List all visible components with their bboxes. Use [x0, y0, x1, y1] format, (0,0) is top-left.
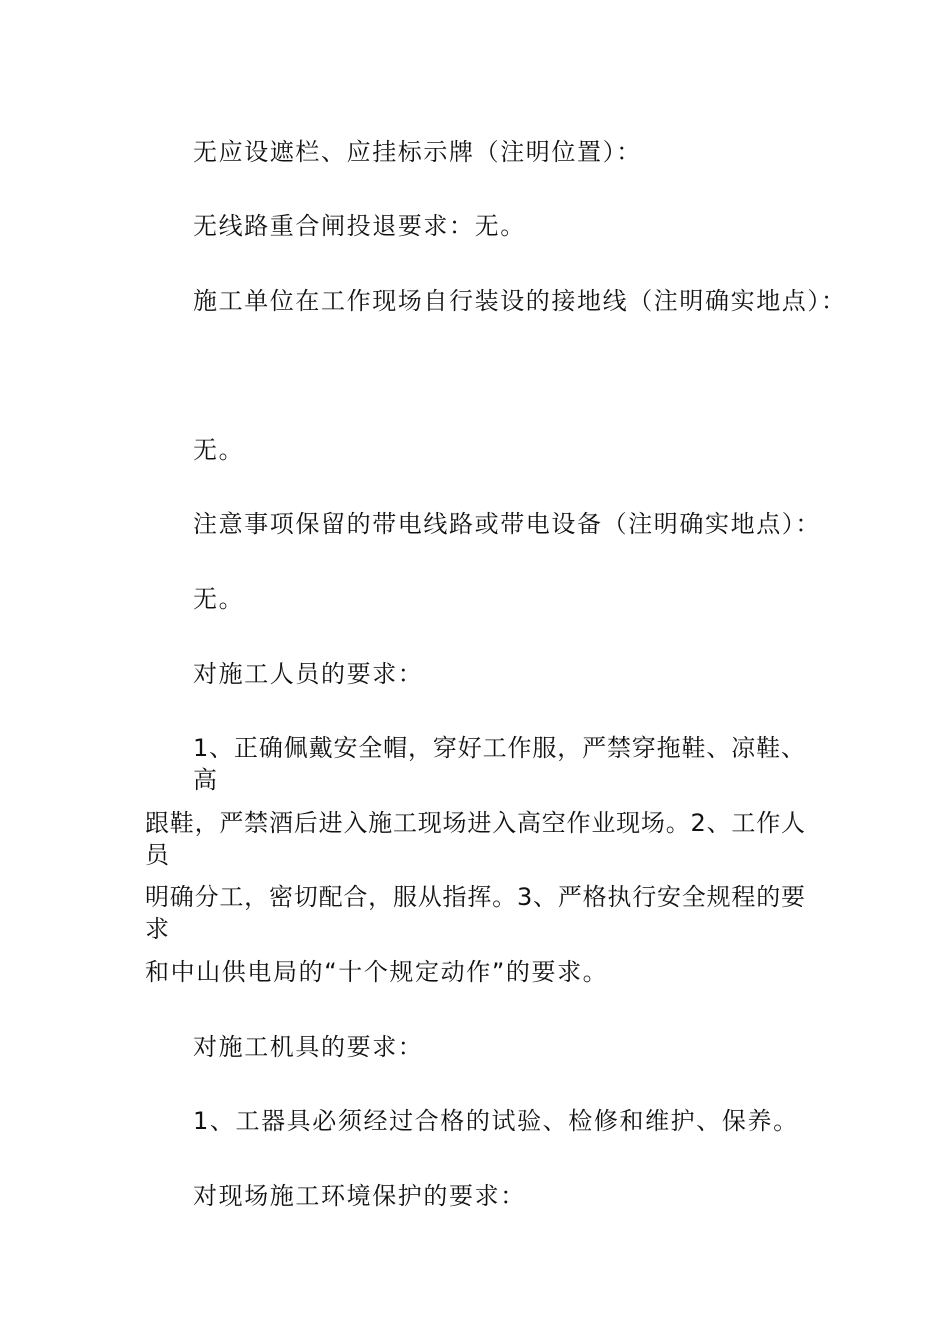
heading-equipment-requirements: 对施工机具的要求：: [193, 1033, 424, 1061]
paragraph-grounding-wire-answer: 无。: [193, 436, 245, 464]
paragraph-barrier-signs: 无应设遮栏、应挂标示牌（注明位置）：: [193, 138, 642, 166]
equipment-requirement-item: 1、工器具必须经过合格的试验、检修和维护、保养。: [193, 1107, 799, 1135]
paragraph-grounding-wire: 施工单位在工作现场自行装设的接地线（注明确实地点）：: [193, 287, 847, 315]
personnel-requirement-line-2: 跟鞋，严禁酒后进入施工现场进入高空作业现场。2、工作人员: [145, 809, 805, 869]
personnel-requirement-line-1: 1、正确佩戴安全帽，穿好工作服，严禁穿拖鞋、凉鞋、高: [193, 734, 805, 794]
heading-personnel-requirements: 对施工人员的要求：: [193, 660, 424, 688]
personnel-requirement-line-3: 明确分工，密切配合，服从指挥。3、严格执行安全规程的要求: [145, 883, 805, 943]
paragraph-live-equipment-answer: 无。: [193, 585, 245, 613]
paragraph-live-equipment: 注意事项保留的带电线路或带电设备（注明确实地点）：: [193, 510, 821, 538]
personnel-requirement-line-4: 和中山供电局的“十个规定动作”的要求。: [145, 958, 609, 986]
paragraph-reclosing-requirement: 无线路重合闸投退要求：无。: [193, 212, 526, 240]
heading-environment-requirements: 对现场施工环境保护的要求：: [193, 1182, 526, 1210]
